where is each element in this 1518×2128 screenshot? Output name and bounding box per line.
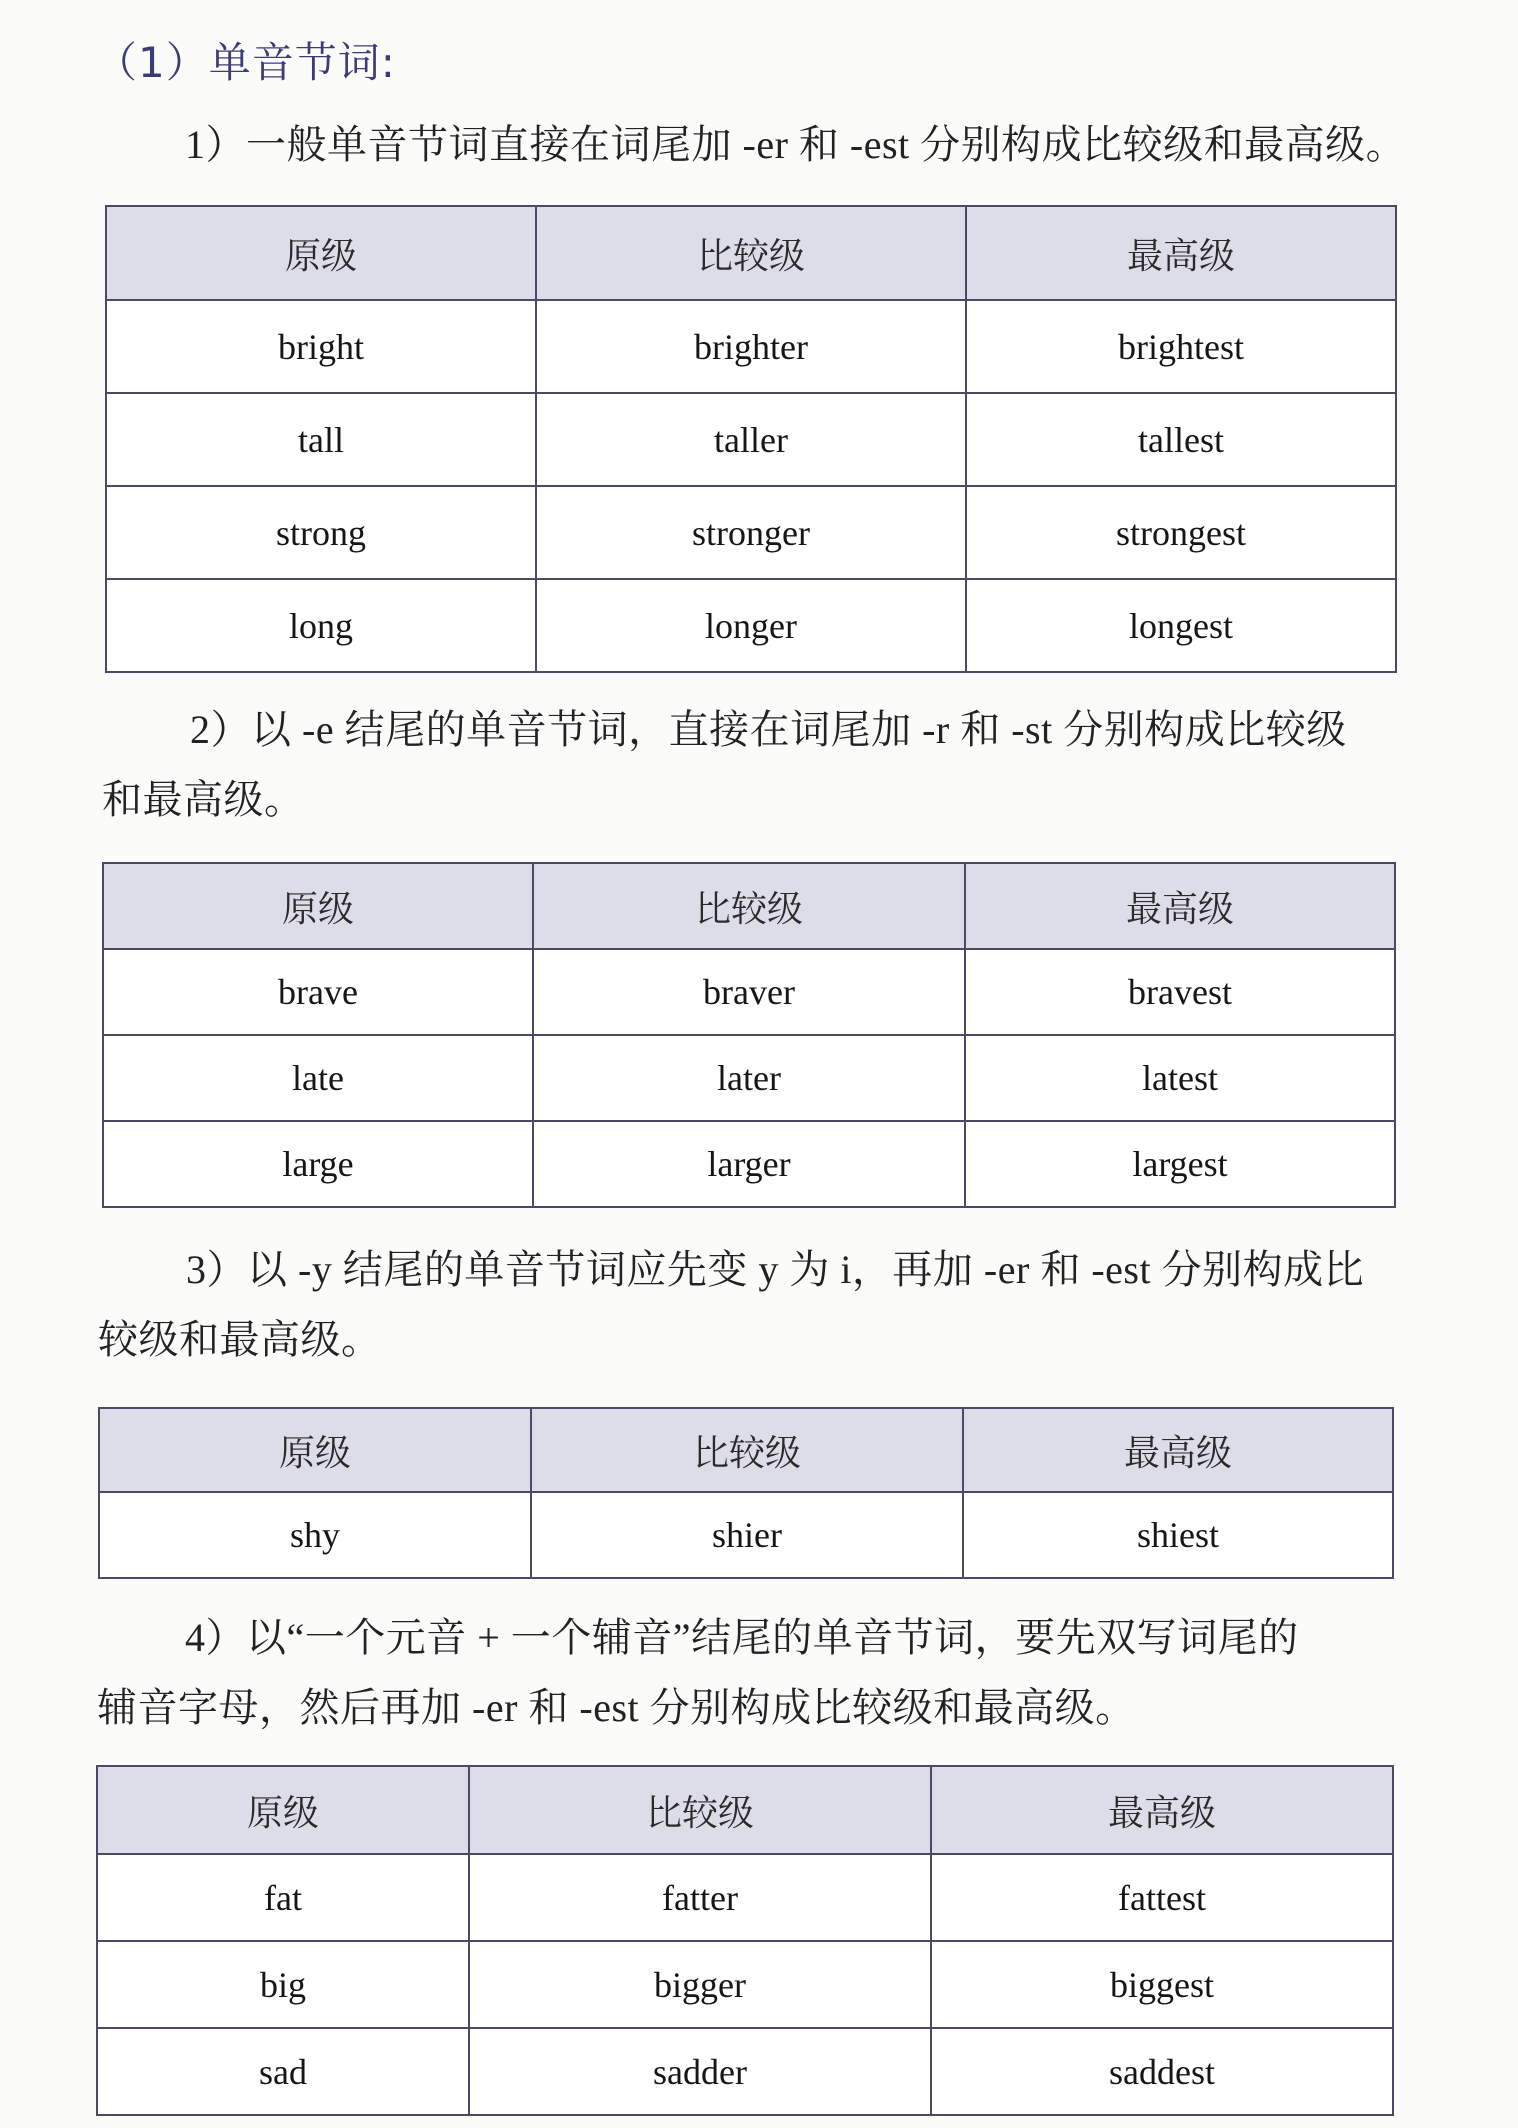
- cell-superlative: latest: [965, 1035, 1395, 1121]
- rule-2-text: [102, 695, 1347, 835]
- cell-superlative: strongest: [966, 486, 1396, 579]
- cell-comparative: shier: [531, 1492, 963, 1578]
- cell-superlative: tallest: [966, 393, 1396, 486]
- rule-4-line-2: 辅音字母，然后再加 -er 和 -est 分别构成比较级和最高级。: [97, 1685, 1136, 1730]
- rule-2-line-1: 2）以 -e 结尾的单音节词，直接在词尾加 -r 和 -st 分别构成比较级: [190, 707, 1347, 752]
- header-comparative: 比较级: [536, 206, 966, 300]
- table-row: [97, 2028, 1393, 2115]
- table-header-row: [99, 1408, 1393, 1492]
- table-row: [106, 300, 1396, 393]
- cell-superlative: biggest: [931, 1941, 1393, 2028]
- cell-superlative: brightest: [966, 300, 1396, 393]
- header-positive: 原级: [97, 1766, 469, 1854]
- header-positive: 原级: [106, 206, 536, 300]
- cell-comparative: larger: [533, 1121, 965, 1207]
- cell-comparative: stronger: [536, 486, 966, 579]
- cell-positive: big: [97, 1941, 469, 2028]
- header-positive: 原级: [103, 863, 533, 949]
- rule-2-line-2: 和最高级。: [102, 777, 305, 822]
- table-row: [106, 486, 1396, 579]
- rule-1-line-1: 1）一般单音节词直接在词尾加 -er 和 -est 分别构成比较级和最高级。: [185, 122, 1407, 167]
- rule-3-line-2: 较级和最高级。: [98, 1317, 382, 1362]
- cell-positive: fat: [97, 1854, 469, 1941]
- cell-positive: sad: [97, 2028, 469, 2115]
- table-rule-3: [98, 1407, 1394, 1579]
- cell-positive: shy: [99, 1492, 531, 1578]
- cell-comparative: longer: [536, 579, 966, 672]
- cell-positive: large: [103, 1121, 533, 1207]
- header-superlative: 最高级: [965, 863, 1395, 949]
- cell-comparative: fatter: [469, 1854, 931, 1941]
- table-row: [97, 1854, 1393, 1941]
- cell-comparative: later: [533, 1035, 965, 1121]
- table-header-row: [103, 863, 1395, 949]
- table-rule-2: [102, 862, 1396, 1208]
- cell-positive: brave: [103, 949, 533, 1035]
- table-header-row: [106, 206, 1396, 300]
- cell-superlative: bravest: [965, 949, 1395, 1035]
- header-superlative: 最高级: [931, 1766, 1393, 1854]
- cell-comparative: brighter: [536, 300, 966, 393]
- header-comparative: 比较级: [533, 863, 965, 949]
- cell-superlative: fattest: [931, 1854, 1393, 1941]
- header-positive: 原级: [99, 1408, 531, 1492]
- cell-positive: tall: [106, 393, 536, 486]
- cell-comparative: sadder: [469, 2028, 931, 2115]
- table-header-row: [97, 1766, 1393, 1854]
- cell-positive: strong: [106, 486, 536, 579]
- table-rule-4: [96, 1765, 1394, 2116]
- cell-comparative: taller: [536, 393, 966, 486]
- cell-comparative: braver: [533, 949, 965, 1035]
- table-row: [103, 1121, 1395, 1207]
- table-row: [106, 579, 1396, 672]
- cell-positive: bright: [106, 300, 536, 393]
- table-rule-1: [105, 205, 1397, 673]
- rule-4-line-1: 4）以“一个元音 + 一个辅音”结尾的单音节词，要先双写词尾的: [185, 1615, 1299, 1660]
- table-row: [99, 1492, 1393, 1578]
- rule-1-text: [97, 110, 1406, 180]
- cell-superlative: saddest: [931, 2028, 1393, 2115]
- cell-positive: long: [106, 579, 536, 672]
- header-comparative: 比较级: [531, 1408, 963, 1492]
- rule-4-text: [97, 1603, 1299, 1743]
- header-comparative: 比较级: [469, 1766, 931, 1854]
- table-row: [106, 393, 1396, 486]
- table-row: [103, 949, 1395, 1035]
- cell-superlative: longest: [966, 579, 1396, 672]
- header-superlative: 最高级: [963, 1408, 1393, 1492]
- cell-superlative: shiest: [963, 1492, 1393, 1578]
- rule-3-line-1: 3）以 -y 结尾的单音节词应先变 y 为 i，再加 -er 和 -est 分别构成比: [186, 1247, 1365, 1292]
- header-superlative: 最高级: [966, 206, 1396, 300]
- table-row: [103, 1035, 1395, 1121]
- rule-3-text: [98, 1235, 1364, 1375]
- cell-positive: late: [103, 1035, 533, 1121]
- table-row: [97, 1941, 1393, 2028]
- cell-comparative: bigger: [469, 1941, 931, 2028]
- section-title: （1）单音节词:: [95, 38, 396, 87]
- cell-superlative: largest: [965, 1121, 1395, 1207]
